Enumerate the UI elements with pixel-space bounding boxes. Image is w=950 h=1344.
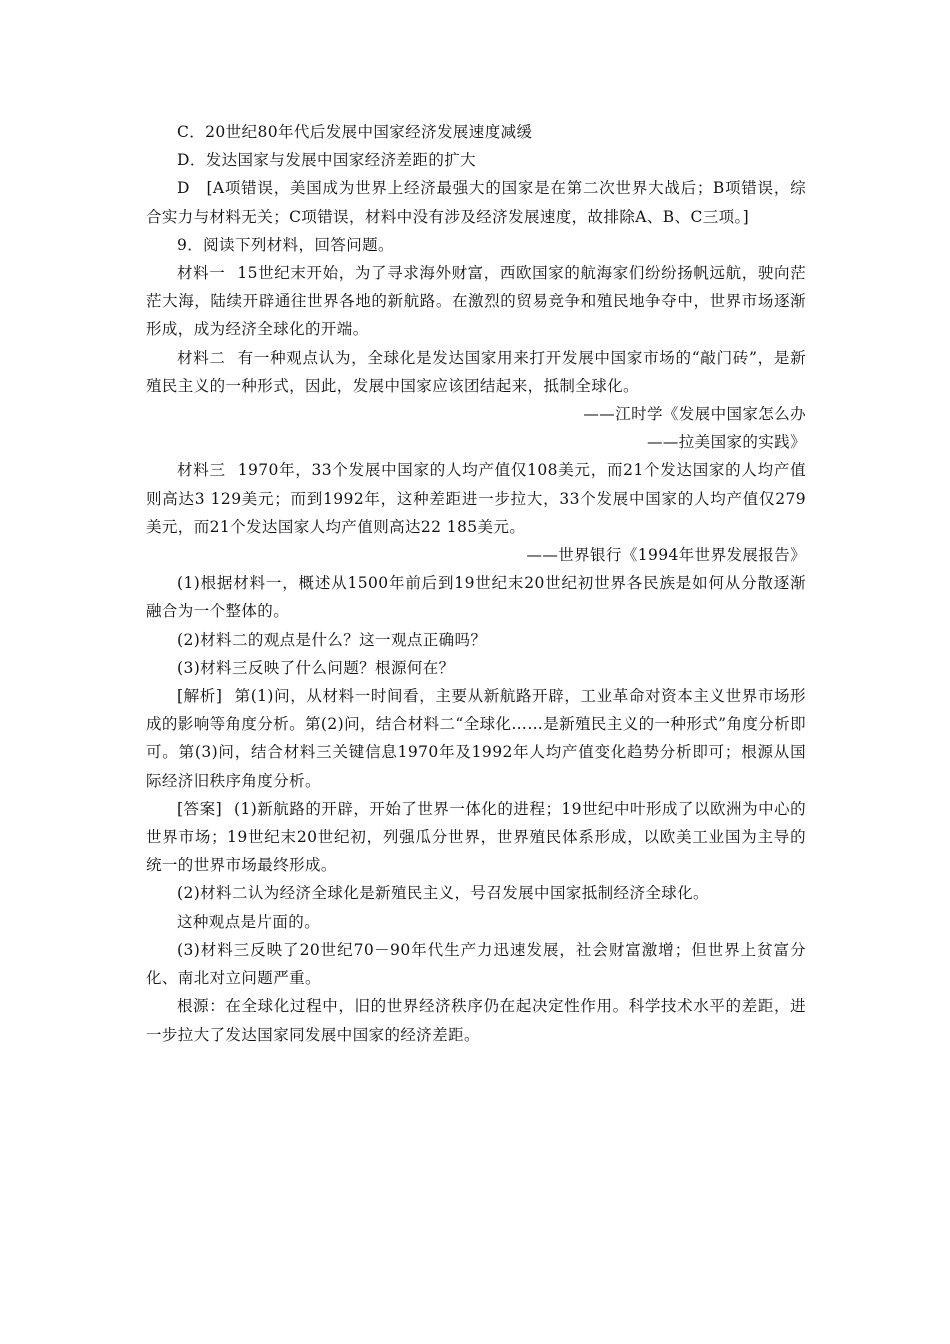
analysis-label: [解析] xyxy=(177,687,223,706)
answer-part-2a: (2)材料二认为经济全球化是新殖民主义，号召发展中国家抵制经济全球化。 xyxy=(177,884,709,903)
question-2: (2)材料二的观点是什么？这一观点正确吗？ xyxy=(177,630,487,649)
option-d: D．发达国家与发展中国家经济差距的扩大 xyxy=(177,151,477,170)
material-1 xyxy=(146,259,806,344)
material-3 xyxy=(146,456,806,541)
answer-part-2b: 这种观点是片面的。 xyxy=(177,912,321,931)
q9-stem: 9．阅读下列材料，回答问题。 xyxy=(177,235,394,254)
analysis xyxy=(146,682,806,795)
answer-part-3: (3)材料三反映了20世纪70－90年代生产力迅速发展，社会财富激增；但世界上贫富分化、南北对立问题严重。 xyxy=(146,940,806,988)
material-2-text: 有一种观点认为，全球化是发达国家用来打开发展中国家市场的“敲门砖”，是新殖民主义的一种形式，因此，发展中国家应该团结起来，抵制全球化。 xyxy=(146,348,806,395)
answer-label: [答案] xyxy=(177,799,223,818)
material-1-label: 材料一 xyxy=(177,264,226,283)
material-3-text: 1970年，33个发展中国家的人均产值仅108美元，而21个发达国家的人均产值则高达3 129美元；而到1992年，这种差距进一步拉大，33个发展中国家的人均产值仅279美元，而21个发达国家人均产值则高达22 185美元。 xyxy=(146,461,806,536)
answer-root: 根源：在全球化过程中，旧的世界经济秩序仍在起决定性作用。科学技术水平的差距，进一步拉大了发达国家同发展中国家的经济差距。 xyxy=(146,997,806,1044)
material-2 xyxy=(146,344,806,400)
material-2-source-line2: ——拉美国家的实践》 xyxy=(646,433,806,452)
material-2-source-line1: ——江时学《发展中国家怎么办 xyxy=(583,405,806,424)
q8-answer: D [A项错误，美国成为世界上经济最强大的国家是在第二次世界大战后；B项错误，综合实力与材料无关；C项错误，材料中没有涉及经济发展速度，故排除A、B、C三项。] xyxy=(146,179,806,226)
material-1-text: 15世纪末开始，为了寻求海外财富，西欧国家的航海家们纷纷扬帆远航，驶向茫茫大海，陆续开辟通往世界各地的新航路。在激烈的贸易竞争和殖民地争夺中，世界市场逐渐形成，成为经济全球化的开端。 xyxy=(146,264,806,339)
question-1: (1)根据材料一，概述从1500年前后到19世纪末20世纪初世界各民族是如何从分散逐渐融合为一个整体的。 xyxy=(146,574,806,621)
material-3-label: 材料三 xyxy=(177,461,226,480)
analysis-text: 第(1)问，从材料一时间看，主要从新航路开辟，工业革命对资本主义世界市场形成的影响等角度分析。第(2)问，结合材料二“全球化……是新殖民主义的一种形式”角度分析即可。第(3)问，结合材料三关键信息1970年及1992年人均产值变化趋势分析即可；根源从国际经济旧秩序角度分析。 xyxy=(146,687,806,790)
material-3-source: ——世界银行《1994年世界发展报告》 xyxy=(526,546,806,565)
material-2-label: 材料二 xyxy=(177,348,226,367)
option-c: C．20世纪80年代后发展中国家经济发展速度减缓 xyxy=(177,123,533,141)
answer-part-1-text: (1)新航路的开辟，开始了世界一体化的进程；19世纪中叶形成了以欧洲为中心的世界市场；19世纪末20世纪初，列强瓜分世界，世界殖民体系形成，以欧美工业国为主导的统一的世界市场最终形成。 xyxy=(146,799,806,875)
question-3: (3)材料三反映了什么问题？根源何在？ xyxy=(177,658,455,677)
document-page xyxy=(146,118,806,1049)
answer-part-1 xyxy=(146,795,806,880)
